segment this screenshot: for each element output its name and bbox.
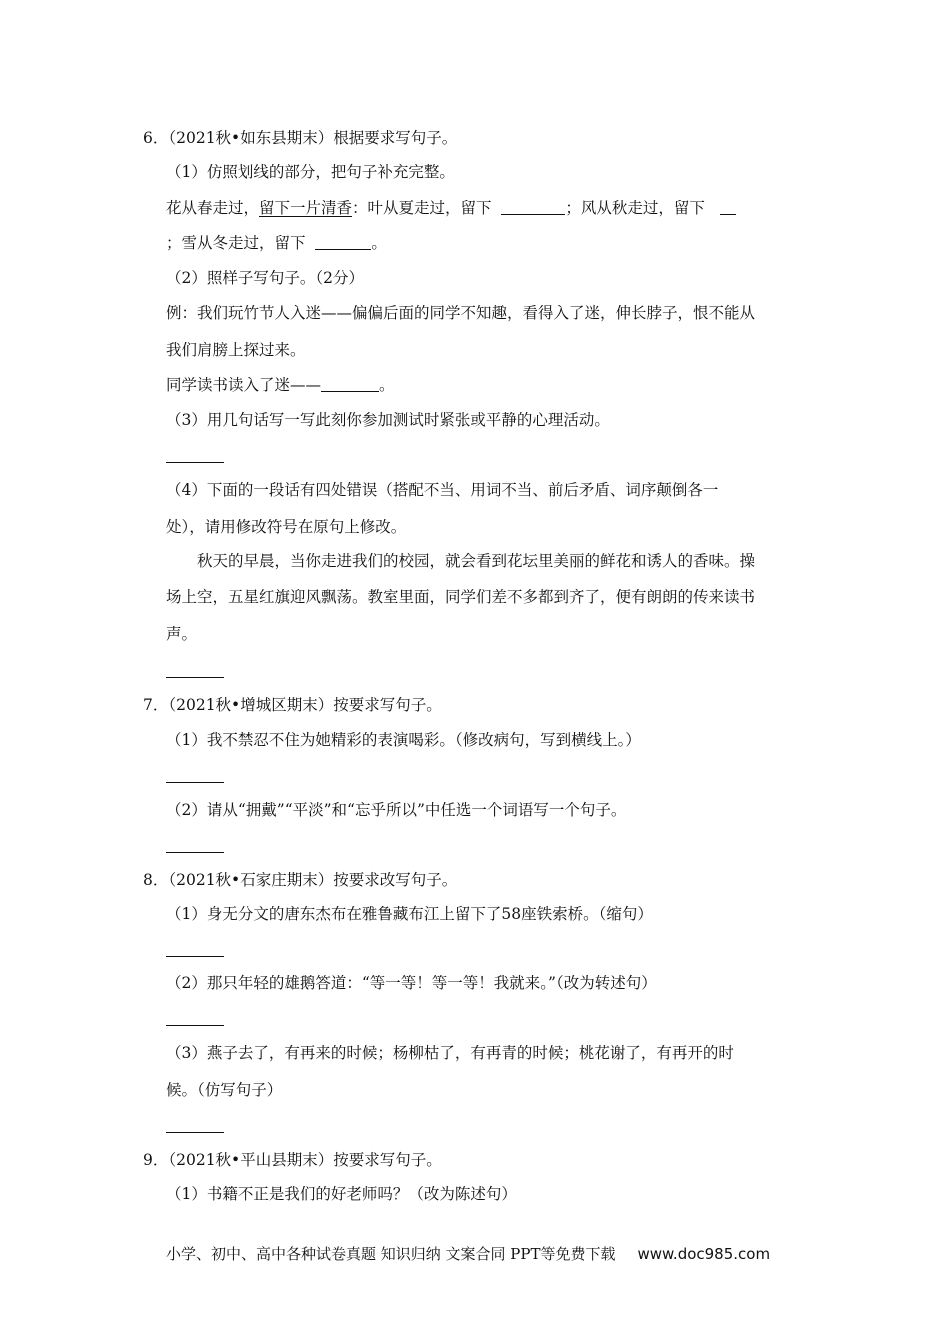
q6-part4-title-line2: 处），请用修改符号在原句上修改。 <box>166 518 407 536</box>
footer-text: 小学、初中、高中各种试卷真题 知识归纳 文案合同 PPT等免费下载 <box>166 1245 616 1263</box>
q6-part1-text: 花从春走过， <box>166 199 260 217</box>
q6-part1-text: ：叶从夏走过，留下 <box>352 199 492 217</box>
q8-part3-line2: 候。（仿写句子） <box>166 1081 283 1099</box>
answer-blank[interactable] <box>321 377 379 392</box>
q6-part1-text: ；雪从冬走过，留下 <box>166 234 306 252</box>
footer-url[interactable]: www.doc985.com <box>637 1245 771 1263</box>
answer-line[interactable] <box>166 1025 224 1026</box>
q6-passage-line2: 场上空，五星红旗迎风飘荡。教室里面，同学们差不多都到齐了，便有朗朗的传来读书 <box>166 588 756 606</box>
q6-part2-example-line1: 例：我们玩竹节人入迷——偏偏后面的同学不知趣，看得入了迷，伸长脖子，恨不能从 <box>166 304 756 322</box>
q6-header: 6．（2021秋•如东县期末）根据要求写句子。 <box>143 129 458 147</box>
answer-line[interactable] <box>166 852 224 853</box>
q6-part4-title-line1: （4）下面的一段话有四处错误（搭配不当、用词不当、前后矛盾、词序颠倒各一 <box>166 481 719 499</box>
answer-blank[interactable] <box>720 200 736 215</box>
q6-part2-prompt-text: 同学读书读入了迷—— <box>166 376 322 394</box>
q7-part2: （2）请从“拥戴”“平淡”和“忘乎所以”中任选一个词语写一个句子。 <box>166 801 627 819</box>
q8-header: 8．（2021秋•石家庄期末）按要求改写句子。 <box>143 871 458 889</box>
answer-blank[interactable] <box>315 235 371 250</box>
q6-underlined-example: 留下一片清香 <box>259 199 353 217</box>
q6-part1-line1 <box>166 198 736 218</box>
answer-line[interactable] <box>166 677 224 678</box>
q8-part3-line1: （3）燕子去了，有再来的时候；杨柳枯了，有再青的时候；桃花谢了，有再开的时 <box>166 1044 734 1062</box>
q6-part1-text: ；风从秋走过，留下 <box>565 199 705 217</box>
q9-part1: （1）书籍不正是我们的好老师吗？（改为陈述句） <box>166 1185 517 1203</box>
q6-part2-title: （2）照样子写句子。（2分） <box>166 269 364 287</box>
answer-line[interactable] <box>166 1132 224 1133</box>
q7-part1: （1）我不禁忍不住为她精彩的表演喝彩。（修改病句，写到横线上。） <box>166 731 641 749</box>
answer-blank[interactable] <box>501 200 565 215</box>
q6-passage-line3: 声。 <box>166 625 198 643</box>
answer-line[interactable] <box>166 462 224 463</box>
q6-part1-text: 。 <box>371 234 387 252</box>
q6-part1-line2 <box>166 233 387 253</box>
q6-part2-example-line2: 我们肩膀上探过来。 <box>166 341 306 359</box>
q6-part2-prompt-end: 。 <box>379 376 395 394</box>
q8-part1: （1）身无分文的唐东杰布在雅鲁藏布江上留下了58座铁索桥。（缩句） <box>166 905 653 923</box>
q6-passage-line1: 秋天的早晨，当你走进我们的校园，就会看到花坛里美丽的鲜花和诱人的香味。操 <box>197 552 756 570</box>
page-footer <box>166 1244 770 1264</box>
q6-part1-title: （1）仿照划线的部分，把句子补充完整。 <box>166 163 455 181</box>
q6-part3-title: （3）用几句话写一写此刻你参加测试时紧张或平静的心理活动。 <box>166 411 610 429</box>
q7-header: 7．（2021秋•增城区期末）按要求写句子。 <box>143 696 442 714</box>
answer-line[interactable] <box>166 782 224 783</box>
q9-header: 9．（2021秋•平山县期末）按要求写句子。 <box>143 1151 442 1169</box>
answer-line[interactable] <box>166 956 224 957</box>
q8-part2: （2）那只年轻的雄鹅答道：“等一等！等一等！我就来。”（改为转述句） <box>166 974 657 992</box>
q6-part2-prompt <box>166 375 395 395</box>
